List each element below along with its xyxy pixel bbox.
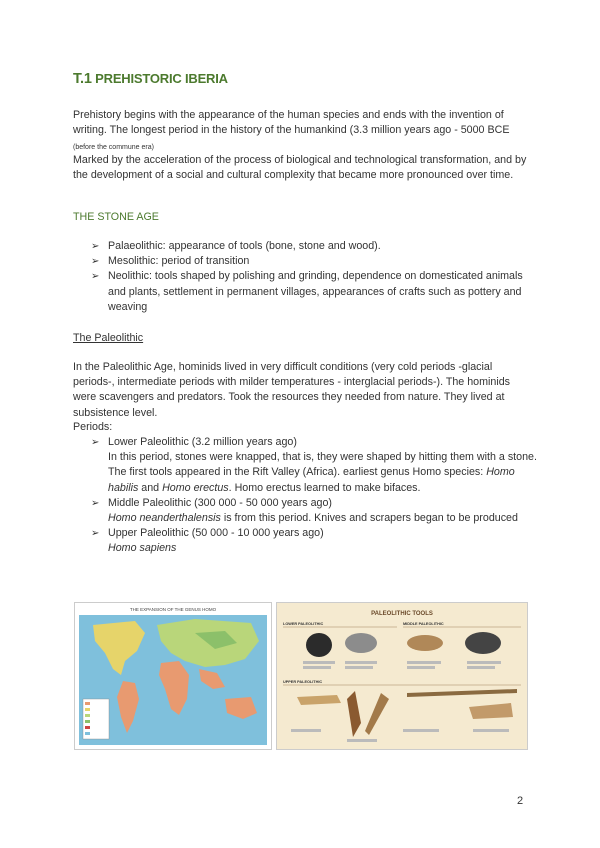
period-label: Lower Paleolithic (3.2 million years ago)	[108, 436, 297, 448]
intro-text: Prehistory begins with the appearance of the human species and ends with the invention of writing. The longest period in the history of the humankind (3.3 million years ago - 5000 BCE	[73, 109, 510, 137]
intro-note: (before the commune era)	[73, 144, 154, 152]
hominid-expansion-map-image	[74, 602, 272, 750]
arrow-bullet-icon: ➢	[91, 241, 100, 252]
lower-paleolithic-label: LOWER PALEOLITHIC	[283, 622, 324, 626]
list-item: ➢ Palaeolithic: appearance of tools (bone, stone and wood).	[91, 239, 541, 254]
periods-label: Periods:	[73, 421, 113, 433]
arrow-bullet-icon: ➢	[91, 497, 100, 509]
period-label: Middle Paleolithic (300 000 - 50 000 years ago)	[108, 496, 332, 509]
page-title	[73, 71, 228, 87]
page-number: 2	[517, 795, 524, 807]
list-item: ➢ Neolithic: tools shaped by polishing and grinding, dependence on domesticated animals and plants, settlement in permanent villages, appearances of crafts such as pottery and weaving	[91, 270, 523, 313]
middle-paleolithic-label: MIDDLE PALEOLITHIC	[403, 622, 444, 626]
list-item	[91, 526, 541, 556]
arrow-bullet-icon: ➢	[91, 271, 100, 283]
arrow-bullet-icon: ➢	[91, 437, 100, 448]
arrow-bullet-icon: ➢	[91, 528, 100, 540]
periods-list	[91, 435, 541, 557]
list-item: ➢ Mesolithic: period of transition	[91, 254, 541, 269]
upper-paleolithic-label: UPPER PALEOLITHIC	[283, 680, 323, 684]
paleolithic-paragraph: In the Paleolithic Age, hominids lived in very difficult conditions (very cold periods -glacial periods-, intermediate periods with milder temperatures - interglacial periods-). The hominids were scavengers and predators. Took the resources they needed from nature. They lived at subsistence level.	[73, 361, 510, 419]
paleolithic-heading: The Paleolithic	[73, 332, 144, 344]
title-text: PREHISTORIC IBERIA	[91, 71, 228, 86]
list-item	[91, 435, 541, 496]
period-description: Homo neanderthalensis is from this period. Knives and scrapers began to be produced	[108, 512, 518, 525]
period-label: Upper Paleolithic (50 000 - 10 000 years ago)	[108, 527, 324, 540]
arrow-bullet-icon: ➢	[91, 256, 100, 268]
stone-age-heading: THE STONE AGE	[73, 211, 159, 223]
list-item	[91, 496, 541, 526]
stone-age-list	[91, 239, 541, 315]
map-title: THE EXPANSION OF THE GENUS HOMO	[129, 607, 217, 612]
period-description: In this period, stones were knapped, that is, they were shaped by hitting them with a stone. The first tools appeared in the Rift Valley (Africa). earliest genus Homo species: Homo habilis and Homo erectus. Homo erectus learned to make bifaces.	[108, 451, 537, 494]
intro-paragraph-1	[73, 108, 533, 156]
paleolithic-tools-image	[276, 602, 528, 750]
tools-title: PALEOLITHIC TOOLS	[371, 611, 433, 617]
intro-paragraph-2: Marked by the acceleration of the process of biological and technological transformation, and by the development of a social and cultural complexity that became more pronounced over time.	[73, 154, 527, 182]
title-number: T.1	[73, 71, 92, 87]
period-description: Homo sapiens	[108, 542, 177, 555]
